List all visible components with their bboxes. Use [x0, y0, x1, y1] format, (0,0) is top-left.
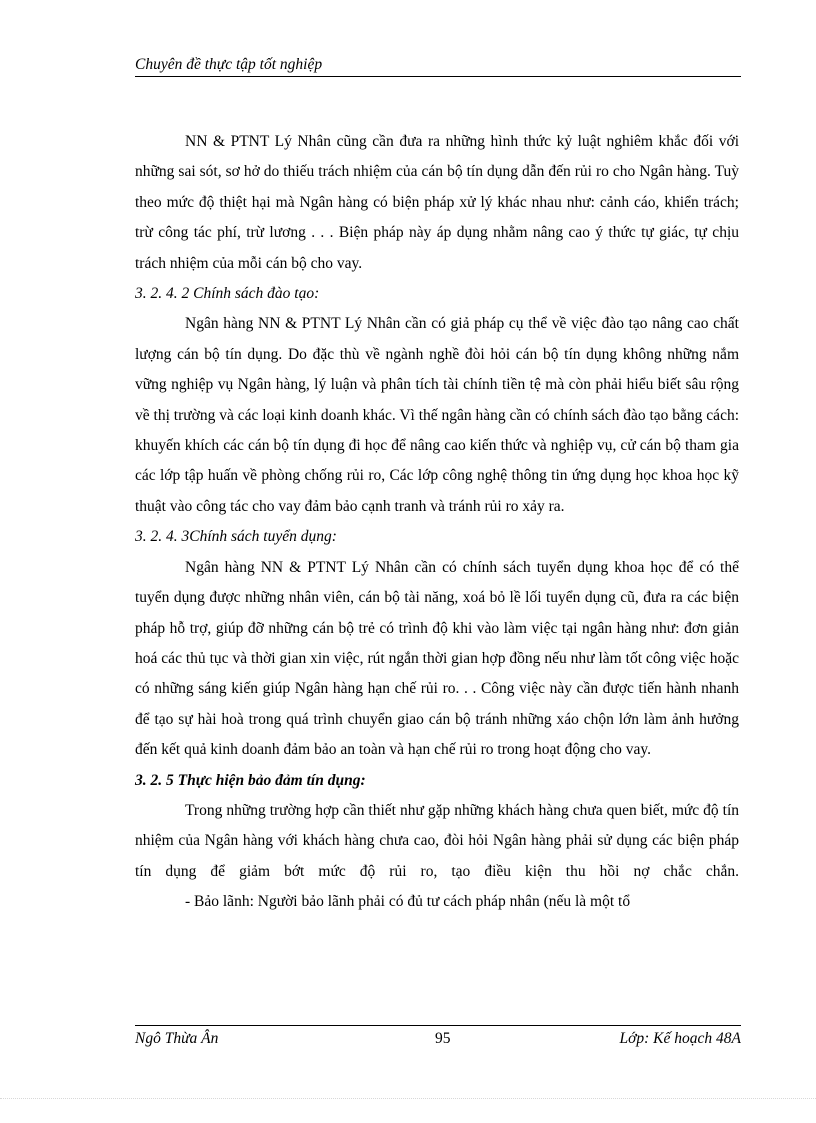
paragraph-5: - Bảo lãnh: Người bảo lãnh phải có đủ tư cách pháp nhân (nếu là một tổ [185, 893, 631, 911]
heading-credit-guarantee: 3. 2. 5 Thực hiện bảo đảm tín dụng: [135, 771, 366, 789]
heading-training-policy: 3. 2. 4. 2 Chính sách đào tạo: [135, 285, 320, 303]
page-footer [135, 1025, 741, 1048]
header-title: Chuyên đề thực tập tốt nghiệp [135, 56, 323, 73]
page-header [135, 56, 741, 77]
body-text [135, 127, 739, 918]
paragraph-3: Ngân hàng NN & PTNT Lý Nhân cần có chính sách tuyển dụng khoa học để có thể tuyển dụng được những nhân viên, cán bộ tài năng, xoá bỏ lề lối tuyển dụng cũ, đưa ra các biện pháp hỗ trợ, giúp đỡ những cán bộ trẻ có trình độ khi vào làm việc tại ngân hàng như: đơn giản hoá các thủ tục và thời gian xin việc, rút ngắn thời gian hợp đồng nếu như làm tốt công việc hoặc có những sáng kiến giúp Ngân hàng hạn chế rủi ro. . . Công việc này cần được tiến hành nhanh để tạo sự hài hoà trong quá trình chuyển giao cán bộ tránh những xáo chộn lớn làm ảnh hưởng đến kết quả kinh doanh đảm bảo an toàn và hạn chế rủi ro trong hoạt động cho vay. [135, 558, 739, 759]
footer-class: Lớp: Kế hoạch 48A [619, 1030, 741, 1047]
footer-author: Ngô Thừa Ân [135, 1030, 219, 1047]
heading-recruitment-policy: 3. 2. 4. 3Chính sách tuyển dụng: [135, 528, 337, 546]
paragraph-4: Trong những trường hợp cần thiết như gặp những khách hàng chưa quen biết, mức độ tín nhiệm của Ngân hàng với khách hàng chưa cao, đòi hỏi Ngân hàng phải sử dụng các biện pháp tín dụng để giảm bớt mức độ rủi ro, tạo điều kiện thu hồi nợ chắc chắn. [135, 801, 739, 880]
paragraph-1: NN & PTNT Lý Nhân cũng cần đưa ra những hình thức kỷ luật nghiêm khắc đối với những sai sót, sơ hở do thiếu trách nhiệm của cán bộ tín dụng dẫn đến rủi ro cho Ngân hàng. Tuỳ theo mức độ thiệt hại mà Ngân hàng có biện pháp xử lý khác nhau như: cảnh cáo, khiển trách; trừ công tác phí, trừ lương . . . Biện pháp này áp dụng nhằm nâng cao ý thức tự giác, tự chịu trách nhiệm của mỗi cán bộ cho vay. [135, 133, 739, 272]
page-number: 95 [435, 1030, 451, 1047]
bottom-divider [0, 1098, 816, 1099]
paragraph-2: Ngân hàng NN & PTNT Lý Nhân cần có giả pháp cụ thể về việc đào tạo nâng cao chất lượng cán bộ tín dụng. Do đặc thù về ngành nghề đòi hỏi cán bộ tín dụng không những nắm vững nghiệp vụ Ngân hàng, lý luận và phân tích tài chính tiền tệ mà còn phải hiểu biết sâu rộng về thị trường và các loại kinh doanh khác. Vì thế ngân hàng cần có chính sách đào tạo bằng cách: khuyến khích các cán bộ tín dụng đi học để nâng cao kiến thức và nghiệp vụ, cử cán bộ tham gia các lớp tập huấn về phòng chống rủi ro, Các lớp công nghệ thông tin ứng dụng học khoa học kỹ thuật vào công tác cho vay đảm bảo cạnh tranh và tránh rủi ro xảy ra. [135, 315, 739, 515]
